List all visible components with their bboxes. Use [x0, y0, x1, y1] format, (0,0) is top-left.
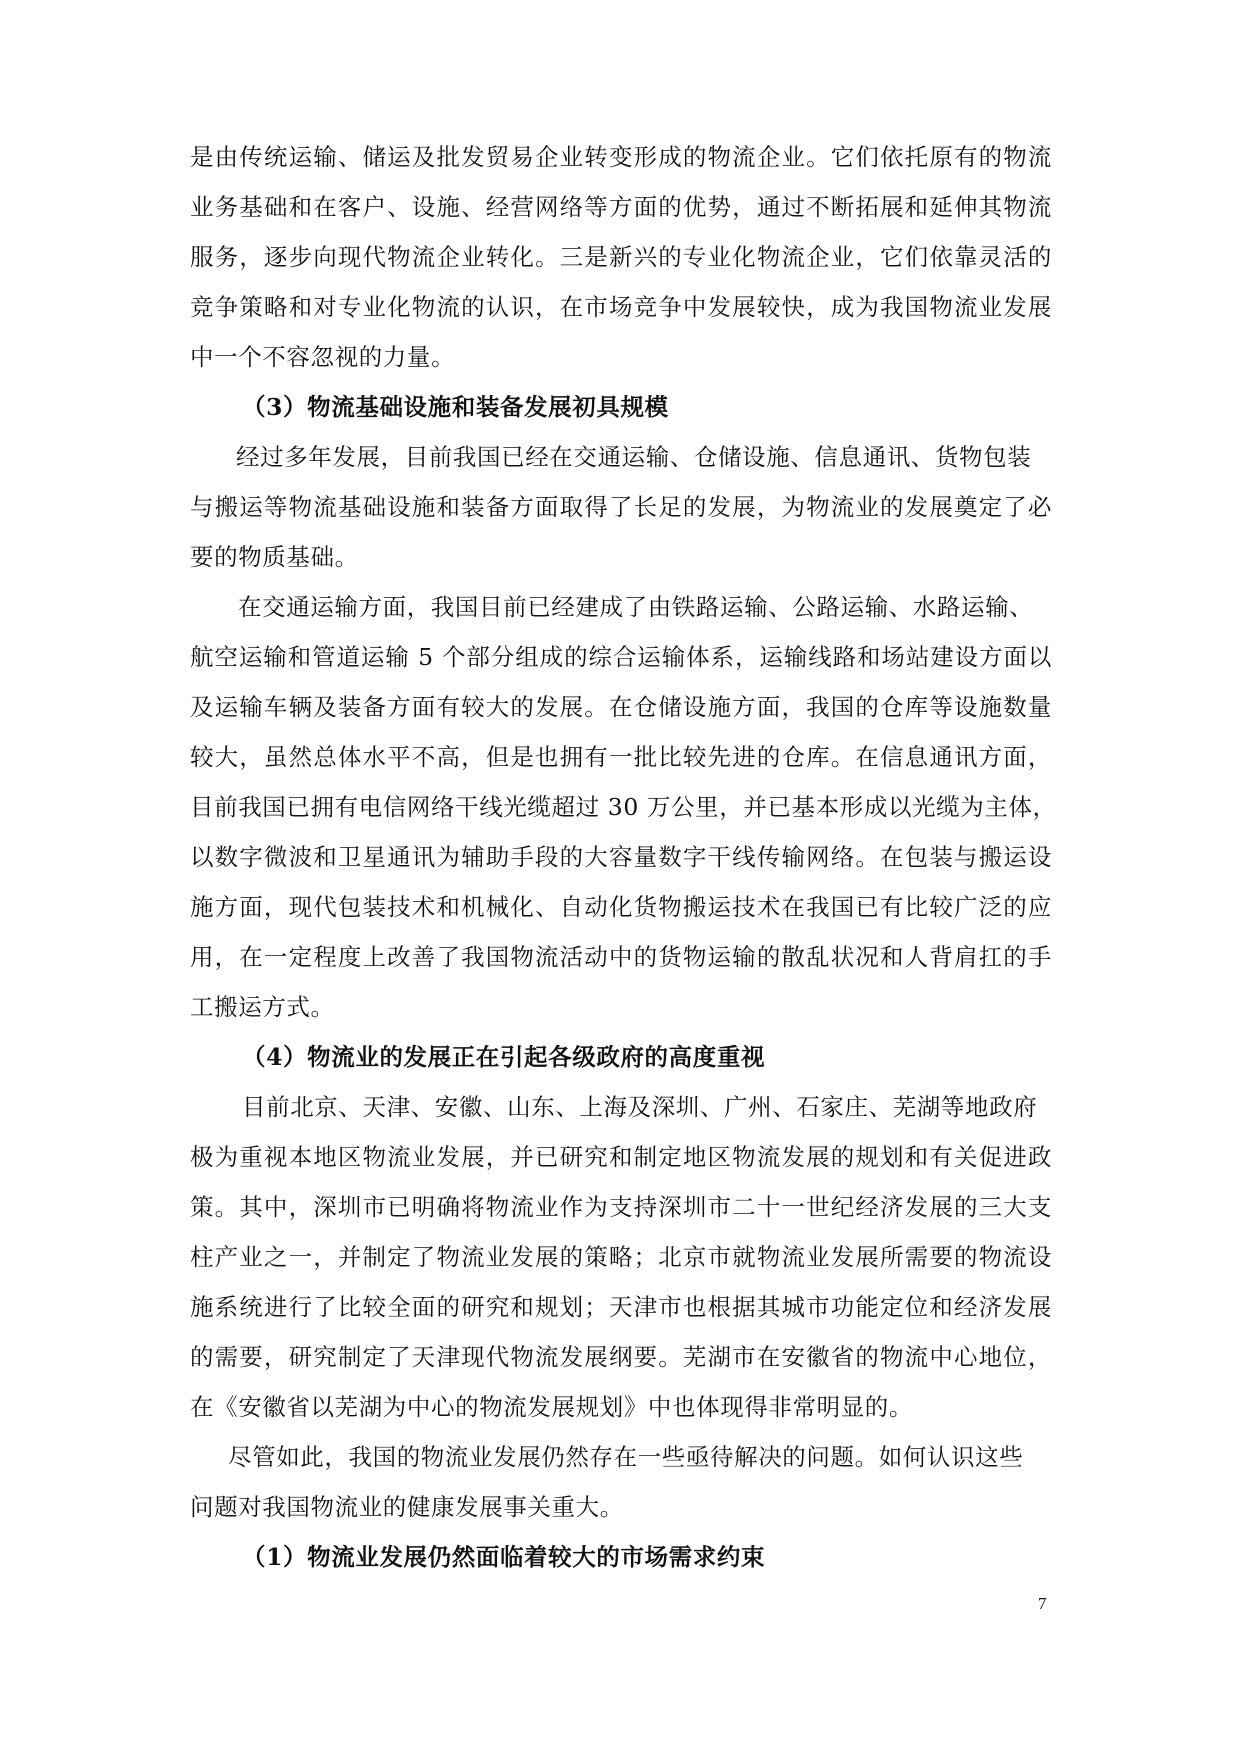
- paragraph-line: 业务基础和在客户、设施、经营网络等方面的优势，通过不断拓展和延伸其物流: [190, 193, 1052, 221]
- paragraph-line: 的需要，研究制定了天津现代物流发展纲要。芜湖市在安徽省的物流中心地位，: [190, 1343, 1052, 1371]
- paragraph-line: 以数字微波和卫星通讯为辅助手段的大容量数字干线传输网络。在包装与搬运设: [190, 843, 1052, 871]
- paragraph-line: 航空运输和管道运输 5 个部分组成的综合运输体系，运输线路和场站建设方面以: [190, 643, 1052, 671]
- paragraph-line: 工搬运方式。: [190, 993, 335, 1021]
- paragraph-line: 较大，虽然总体水平不高，但是也拥有一批比较先进的仓库。在信息通讯方面，: [190, 743, 1052, 771]
- paragraph-line: 施方面，现代包装技术和机械化、自动化货物搬运技术在我国已有比较广泛的应: [190, 893, 1052, 921]
- section-heading: （3）物流基础设施和装备发展初具规模: [242, 393, 669, 421]
- paragraph-line: 极为重视本地区物流业发展，并已研究和制定地区物流发展的规划和有关促进政: [190, 1143, 1052, 1171]
- paragraph-line: 竞争策略和对专业化物流的认识，在市场竞争中发展较快，成为我国物流业发展: [190, 293, 1052, 321]
- section-heading: （4）物流业的发展正在引起各级政府的高度重视: [242, 1043, 766, 1071]
- paragraph-line: 在《安徽省以芜湖为中心的物流发展规划》中也体现得非常明显的。: [190, 1393, 913, 1421]
- section-heading: （1）物流业发展仍然面临着较大的市场需求约束: [242, 1543, 766, 1571]
- paragraph-line: 策。其中，深圳市已明确将物流业作为支持深圳市二十一世纪经济发展的三大支: [190, 1193, 1052, 1221]
- paragraph-line: 与搬运等物流基础设施和装备方面取得了长足的发展，为物流业的发展奠定了必: [190, 493, 1052, 521]
- paragraph-line: 尽管如此，我国的物流业发展仍然存在一些亟待解决的问题。如何认识这些: [228, 1443, 1024, 1471]
- paragraph-line: 及运输车辆及装备方面有较大的发展。在仓储设施方面，我国的仓库等设施数量: [190, 693, 1052, 721]
- paragraph-line: 柱产业之一，并制定了物流业发展的策略；北京市就物流业发展所需要的物流设: [190, 1243, 1052, 1271]
- paragraph-line: 经过多年发展，目前我国已经在交通运输、仓储设施、信息通讯、货物包装: [236, 443, 1032, 471]
- paragraph-line: 在交通运输方面，我国目前已经建成了由铁路运输、公路运输、水路运输、: [238, 593, 1034, 621]
- paragraph-line: 问题对我国物流业的健康发展事关重大。: [190, 1493, 624, 1521]
- paragraph-line: 目前我国已拥有电信网络干线光缆超过 30 万公里，并已基本形成以光缆为主体，: [190, 793, 1057, 821]
- paragraph-line: 中一个不容忽视的力量。: [190, 343, 456, 371]
- paragraph-line: 目前北京、天津、安徽、山东、上海及深圳、广州、石家庄、芜湖等地政府: [242, 1093, 1038, 1121]
- page-number: 7: [1038, 1594, 1047, 1613]
- paragraph-line: 用，在一定程度上改善了我国物流活动中的货物运输的散乱状况和人背肩扛的手: [190, 943, 1052, 971]
- paragraph-line: 是由传统运输、储运及批发贸易企业转变形成的物流企业。它们依托原有的物流: [190, 143, 1052, 171]
- paragraph-line: 要的物质基础。: [190, 543, 359, 571]
- paragraph-line: 施系统进行了比较全面的研究和规划；天津市也根据其城市功能定位和经济发展: [190, 1293, 1052, 1321]
- paragraph-line: 服务，逐步向现代物流企业转化。三是新兴的专业化物流企业，它们依靠灵活的: [190, 243, 1052, 271]
